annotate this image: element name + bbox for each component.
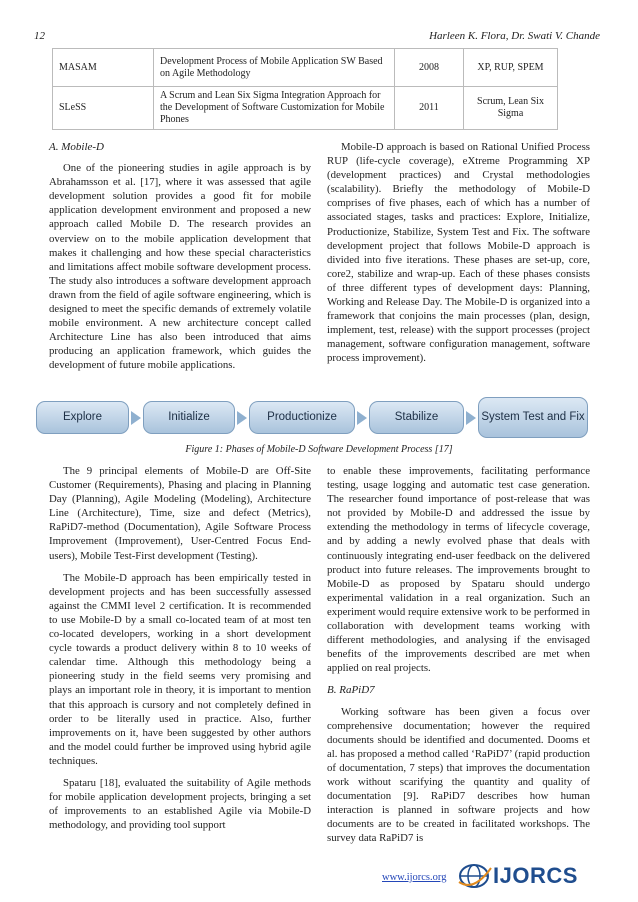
table-cell-methods: XP, RUP, SPEM <box>464 49 558 87</box>
mobile-d-phase-diagram <box>36 397 602 441</box>
section-heading-mobile-d: A. Mobile-D <box>49 141 104 153</box>
left-column-bottom <box>49 464 311 840</box>
phase-box-system-test: System Test and Fix <box>478 397 588 438</box>
table-cell-year: 2011 <box>395 87 464 130</box>
paragraph: Mobile-D approach is based on Rational Unified Process RUP (life-cycle coverage), eXtreme Programming XP (development practices) and Crystal methodologies (scalability). Briefly the methodology of Mobile-D comprises of five phases, each of which has a number of associated stages, tasks and practices: Explore, Initialize, Productionize, Stabilize, System Test and Fix. The software development project that follows Mobile-D approach is divided into five iterations. These phases are set-up, core, core2, stabilize and wrap-up. Each of these phases consists of three different types of development days: Planning, Working and Release Day. The Mobile-D is organized into a framework that conjoins the main processes (plan, design, implement, test, release) with the support processes (project management, software configuration management, software process improvement). <box>327 141 590 365</box>
left-column-top <box>49 140 311 381</box>
arrow-icon <box>131 411 141 425</box>
running-header-authors: Harleen K. Flora, Dr. Swati V. Chande <box>429 30 600 42</box>
arrow-icon <box>237 411 247 425</box>
section-heading-rapid7: B. RaPiD7 <box>327 684 375 697</box>
arrow-icon <box>357 411 367 425</box>
globe-icon <box>457 862 493 890</box>
table-cell-title: A Scrum and Lean Six Sigma Integration Approach for the Development of Software Customization for Mobile Phones <box>154 87 395 130</box>
table-cell-year: 2008 <box>395 49 464 87</box>
phase-box-productionize: Productionize <box>249 401 355 434</box>
table-cell-title: Development Process of Mobile Application SW Based on Agile Methodology <box>154 49 395 87</box>
table-cell-name: MASAM <box>53 49 154 87</box>
phase-box-stabilize: Stabilize <box>369 401 464 434</box>
paragraph: One of the pioneering studies in agile approach is by Abrahamsson et al. [17], where it was assessed that agile development solution provides a good fit for mobile application development environment and proposed a new approach called Mobile D. The research provides an overview on to the mobile application development that makes it challenging and how these special characteristics and limitations affect mobile software development process. The study also introduces a software development approach drawn from the field of agile software engineering, which is designed to meet the specific demands of extremely volatile mobile environment. A new architecture concept called Architecture Line has also been introduced that aims producing an application framework, which guides the development of future mobile applications. <box>49 162 311 372</box>
journal-url-link[interactable]: www.ijorcs.org <box>382 872 447 883</box>
figure-caption: Figure 1: Phases of Mobile-D Software Development Process [17] <box>185 444 453 455</box>
paragraph: The Mobile-D approach has been empirically tested in development projects and has been successfully assessed against the CMMI level 2 certification. It is recommended to use Mobile-D by a small co-located team of at most ten co-located developers, working in a short development cycle towards a product delivery within 8 to 10 weeks of calendar time. Although this methodology being a pioneering study in the field seems very promising and plays an important role in theory, it is important to mention that this approach is cursory and not completely defined in order to be literally used in practice. Also, further improvements on it, have been suggested by other authors and the model could further be improved using hybrid agile techniques. <box>49 571 311 767</box>
related-work-table <box>52 48 558 130</box>
table-row <box>53 87 558 130</box>
right-column-bottom <box>327 464 590 853</box>
paragraph: Working software has been given a focus over comprehensive documentation; however the required documents should be identified and documented. Dooms et al. has proposed a method called ‘RaPiD7’ (rapid production of documentation, 7 steps) that improves the documentation work without scarifying the quantity and quality of documentation [9]. RaPiD7 describes how human interaction is planned in software projects and how documents are to be created in facilitated workshops. The survey data RaPiD7 is <box>327 705 590 845</box>
logo-text: IJORCS <box>493 863 578 888</box>
table-cell-methods: Scrum, Lean Six Sigma <box>464 87 558 130</box>
paragraph: Spataru [18], evaluated the suitability of Agile methods for mobile application development projects, bringing a set of improvements to an established Agile via Mobile-D methodology, and providing tool support <box>49 776 311 832</box>
table-cell-name: SLeSS <box>53 87 154 130</box>
paragraph: The 9 principal elements of Mobile-D are Off-Site Customer (Requirements), Phasing and placing in Planning Day (Planning), Agile Modeling (Modeling), Architecture Line (Architecture), Time, size and defect (Metrics), RaPiD7-method (Documentation), Agile Software Process Improvement (Improvement), User-Centred Focus End-users), Mobile Test-First development (Testing). <box>49 465 311 562</box>
ijorcs-logo <box>457 862 577 890</box>
arrow-icon <box>466 411 476 425</box>
paragraph: to enable these improvements, facilitating performance testing, usage logging and automatic test case generation. The researcher found importance of post-release that was not provided by Mobile-D and addressed the issue by extending the methodology in terms of lifecycle coverage, and by adding a newly evolved phase that deals with continuously integrating end-user feedback on the delivered product into future releases. The improvements brought to Mobile-D as proposed by Spataru should undergo experimental validation in a real organization. Such an experiment would require extensive work to be performed in collaboration with development teams working with different methodologies, and analysing if the envisaged benefits of the improvements described are met when applied on real projects. <box>327 465 590 675</box>
table-row <box>53 49 558 87</box>
phase-box-explore: Explore <box>36 401 129 434</box>
page-number: 12 <box>34 30 45 42</box>
right-column-top <box>327 140 590 374</box>
phase-box-initialize: Initialize <box>143 401 235 434</box>
